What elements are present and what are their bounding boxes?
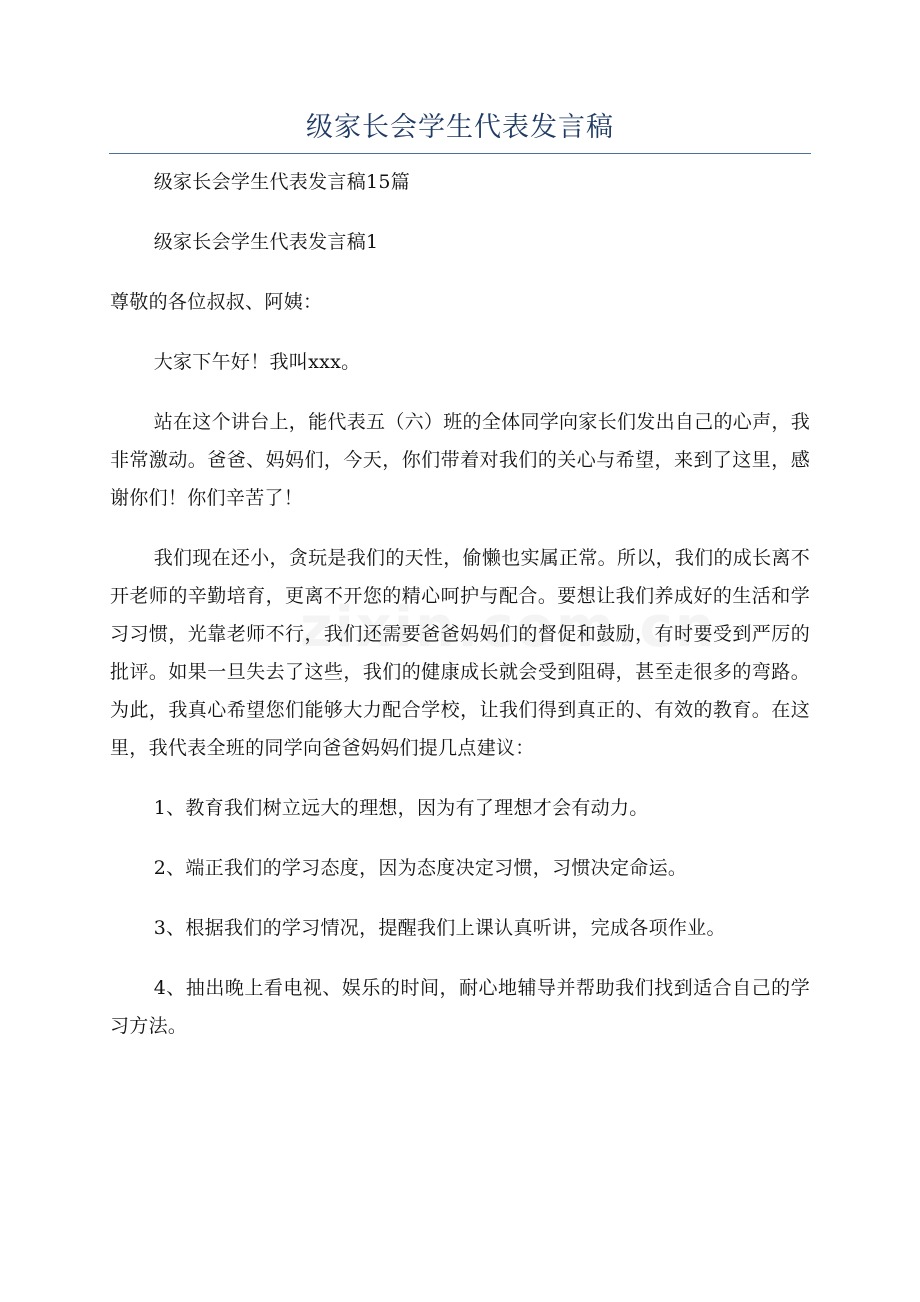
greeting-paragraph: 大家下午好！我叫xxx。 [153,351,361,373]
subtitle-collection: 级家长会学生代表发言稿15篇 [153,171,411,193]
document-title: 级家长会学生代表发言稿 [306,112,614,143]
document-body [110,163,810,1067]
body-paragraph: 我们现在还小，贪玩是我们的天性，偷懒也实属正常。所以，我们的成长离不开老师的辛勤培育，更离不开您的精心呵护与配合。要想让我们养成好的生活和学习习惯，光靠老师不行，我们还需要爸爸妈妈们的督促和鼓励，有时要受到严厉的批评。如果一旦失去了这些，我们的健康成长就会受到阻碍，甚至走很多的弯路。为此，我真心希望您们能够大力配合学校，让我们得到真正的、有效的教育。在这里，我代表全班的同学向爸爸妈妈们提几点建议： [110,547,810,759]
body-paragraph: 站在这个讲台上，能代表五（六）班的全体同学向家长们发出自己的心声，我非常激动。爸爸、妈妈们，今天，你们带着对我们的关心与希望，来到了这里，感谢你们！你们辛苦了！ [110,411,810,509]
suggestion-item-4: 4、抽出晚上看电视、娱乐的时间，耐心地辅导并帮助我们找到适合自己的学习方法。 [110,977,810,1037]
subtitle-speech-1: 级家长会学生代表发言稿1 [153,231,379,253]
suggestion-item-1: 1、教育我们树立远大的理想，因为有了理想才会有动力。 [153,797,649,819]
suggestion-item-2: 2、端正我们的学习态度，因为态度决定习惯，习惯决定命运。 [153,857,688,879]
suggestion-item-3: 3、根据我们的学习情况，提醒我们上课认真听讲，完成各项作业。 [153,917,726,939]
title-underline [109,153,811,154]
salutation: 尊敬的各位叔叔、阿姨： [110,291,323,313]
